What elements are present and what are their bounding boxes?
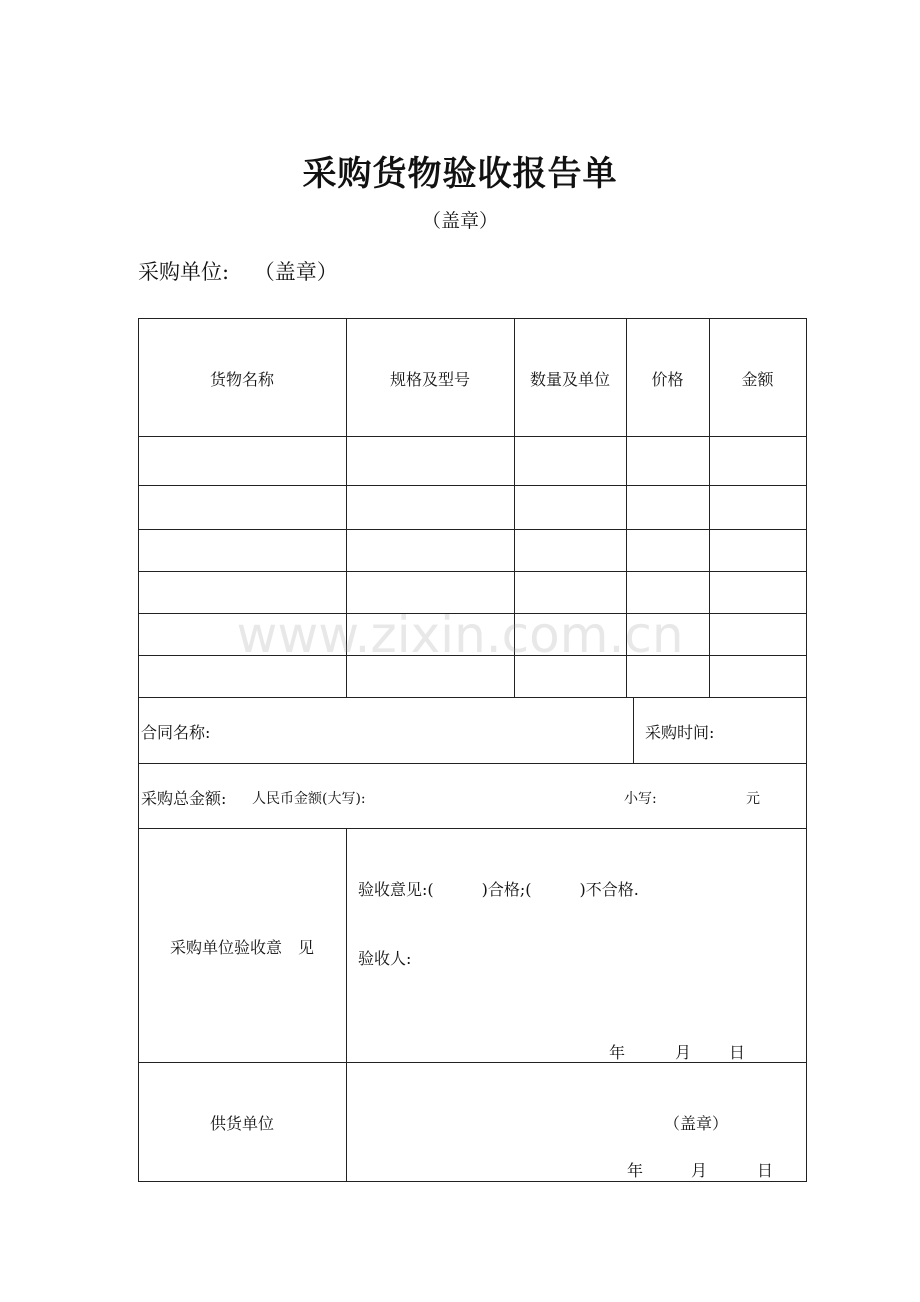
opinion-pass: ( )合格; [427, 880, 526, 899]
supplier-label: 供货单位 [209, 1114, 274, 1133]
watermark-text: www.zixin.com.cn [236, 606, 684, 664]
total-amount-label: 采购总金额: [141, 789, 227, 808]
table-border-left [138, 318, 139, 1182]
supplier-stamp: （盖章） [664, 1114, 729, 1133]
acceptance-day-label: 日 [729, 1043, 746, 1062]
table-rule [138, 763, 807, 764]
contract-name-label: 合同名称: [141, 723, 211, 742]
table-border-bottom [138, 1181, 807, 1182]
table-rule [138, 485, 807, 486]
table-rule [138, 828, 807, 829]
supplier-month-label: 月 [691, 1161, 708, 1180]
purchasing-unit-line [138, 256, 338, 286]
table-rule [138, 571, 807, 572]
purchase-time-label: 采购时间: [645, 723, 715, 742]
header-goods-name: 货物名称 [209, 370, 274, 389]
acceptor-label: 验收人: [358, 949, 412, 968]
document-title: 采购货物验收报告单 [302, 154, 618, 194]
document-subtitle-stamp: （盖章） [421, 210, 498, 232]
table-column-rule [633, 697, 634, 763]
header-price: 价格 [651, 370, 684, 389]
table-rule [138, 436, 807, 437]
purchasing-unit-label: 采购单位: [138, 260, 230, 284]
purchasing-unit-stamp: （盖章） [253, 260, 338, 284]
table-rule [138, 1062, 807, 1063]
rmb-uppercase-label: 人民币金额(大写): [252, 791, 366, 807]
header-amount: 金额 [741, 370, 774, 389]
table-border-top [138, 318, 807, 319]
header-spec-model: 规格及型号 [389, 370, 470, 389]
table-rule [138, 655, 807, 656]
yuan-label: 元 [746, 791, 760, 807]
table-rule [138, 529, 807, 530]
table-rule [138, 697, 807, 698]
table-border-right [806, 318, 807, 1182]
supplier-day-label: 日 [757, 1161, 774, 1180]
lowercase-label: 小写: [624, 791, 657, 807]
opinion-fail: ( )不合格. [525, 880, 639, 899]
header-quantity-unit: 数量及单位 [529, 370, 610, 389]
table-rule [138, 613, 807, 614]
table-column-rule [346, 828, 347, 1182]
acceptance-month-label: 月 [675, 1043, 692, 1062]
acceptance-section-label: 采购单位验收意 见 [169, 938, 314, 957]
supplier-year-label: 年 [627, 1161, 644, 1180]
opinion-prefix: 验收意见: [358, 880, 428, 899]
acceptance-year-label: 年 [609, 1043, 626, 1062]
acceptance-opinion-line [358, 877, 639, 900]
